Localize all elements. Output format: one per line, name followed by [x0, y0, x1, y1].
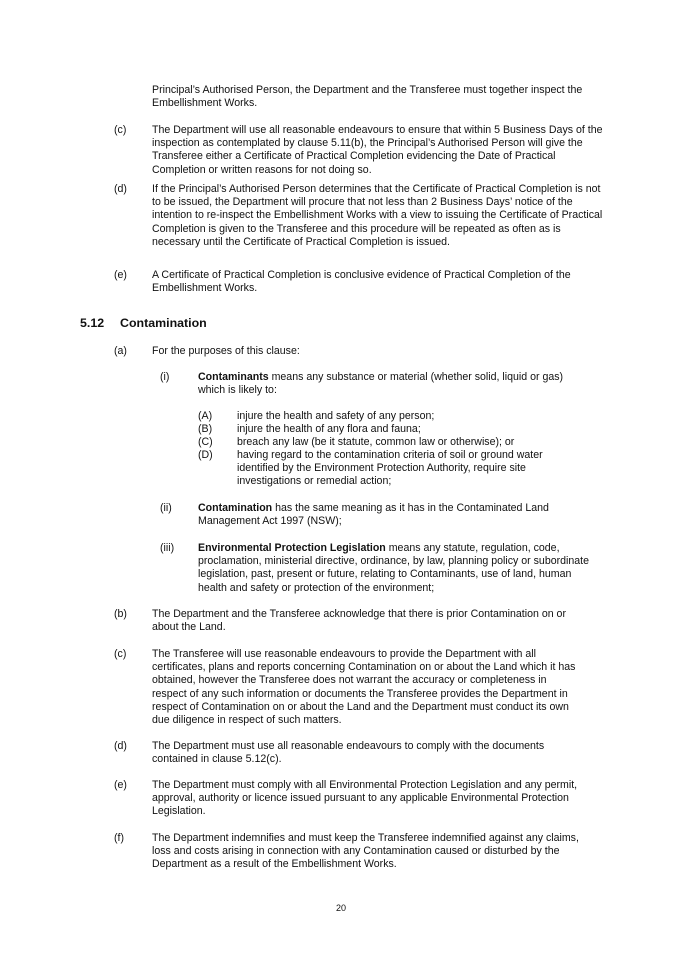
- item-text: The Department must comply with all Environmental Protection Legislation and any permit, approval, authority or licence issued pursuant to any applicable Environmental Protection Legislation.: [152, 779, 578, 818]
- intro-continuation: Principal’s Authorised Person, the Department and the Transferee must together inspect the Embellishment Works.: [152, 84, 583, 110]
- item-text: The Department and the Transferee acknowledge that there is prior Contamination on or about the Land.: [152, 608, 566, 634]
- sub-item-text: injure the health of any flora and fauna;: [237, 423, 421, 435]
- item-label: (f): [114, 832, 124, 844]
- definition-body: means any substance or material (whether solid, liquid or gas) which is likely to:: [198, 371, 564, 397]
- item-label: (e): [114, 269, 127, 281]
- item-text: A Certificate of Practical Completion is conclusive evidence of Practical Completion of the Embellishment Works.: [152, 269, 571, 295]
- section-title: Contamination: [120, 316, 207, 330]
- item-text: The Department must use all reasonable endeavours to comply with the documents contained in clause 5.12(c).: [152, 740, 545, 766]
- sub-item-text: injure the health and safety of any person;: [237, 410, 435, 422]
- item-label: (c): [114, 124, 127, 136]
- item-text: For the purposes of this clause:: [152, 345, 300, 357]
- page-number: 20: [335, 903, 346, 913]
- item-label: (a): [114, 345, 127, 357]
- item-label: (b): [114, 608, 127, 620]
- item-text: If the Principal’s Authorised Person determines that the Certificate of Practical Completion is not to be issued, the Department will procure that not less than 2 Business Days’ notice of the intention to re-inspect the Embellishment Works with a view to issuing the Certificate of Practical Completion is given to the Transferee and this procedure will be repeated as often as is necessary until the Certificate of Practical Completion is issued.: [152, 183, 603, 248]
- definition-label: (i): [160, 371, 170, 383]
- item-text: The Transferee will use reasonable endeavours to provide the Department with all certificates, plans and reports concerning Contamination on or about the Land which it has obtained, however the Transferee does not warrant the accuracy or completeness in respect of any such information or documents the Transferee provides the Department in respect of Contamination on or about the Land and the Department must conduct its own due diligence in respect of such matters.: [152, 648, 576, 727]
- definition-label: (iii): [160, 542, 175, 554]
- defined-term: Environmental Protection Legislation: [198, 542, 386, 554]
- sub-item-text: breach any law (be it statute, common law or otherwise); or: [237, 436, 515, 448]
- sub-item-label: (C): [198, 436, 213, 448]
- sub-item-label: (D): [198, 449, 213, 461]
- definition-text: [198, 371, 583, 397]
- sub-item-label: (A): [198, 410, 213, 422]
- sub-item-label: (B): [198, 423, 213, 435]
- item-label: (d): [114, 740, 127, 752]
- definition-body: has the same meaning as it has in the Contaminated Land Management Act 1997 (NSW);: [198, 502, 549, 528]
- defined-term: Contaminants: [198, 371, 269, 383]
- item-text: The Department indemnifies and must keep the Transferee indemnified against any claims, loss and costs arising in connection with any Contamination caused or disturbed by the Department as a result of the Embellishment Works.: [152, 832, 579, 871]
- item-text: The Department will use all reasonable endeavours to ensure that within 5 Business Days of the inspection as contemplated by clause 5.11(b), the Principal’s Authorised Person will give the Transferee either a Certificate of Practical Completion evidencing the Date of Practical Completion or written reasons for not doing so.: [152, 124, 603, 176]
- section-number: 5.12: [80, 316, 105, 330]
- definition-body: means any statute, regulation, code, proclamation, ministerial directive, ordinance, by law, planning policy or subordinate legislation, past, present or future, relating to Contaminants, use of land, human health and safety or protection of the environment;: [198, 542, 589, 594]
- sub-item-text: having regard to the contamination criteria of soil or ground water identified by the Environment Protection Authority, require site investigations or remedial action;: [237, 449, 543, 488]
- definition-label: (ii): [160, 502, 172, 514]
- item-label: (c): [114, 648, 127, 660]
- defined-term: Contamination: [198, 502, 273, 514]
- item-label: (d): [114, 183, 127, 195]
- item-label: (e): [114, 779, 127, 791]
- definition-text: [198, 502, 593, 528]
- definition-text: [198, 542, 593, 595]
